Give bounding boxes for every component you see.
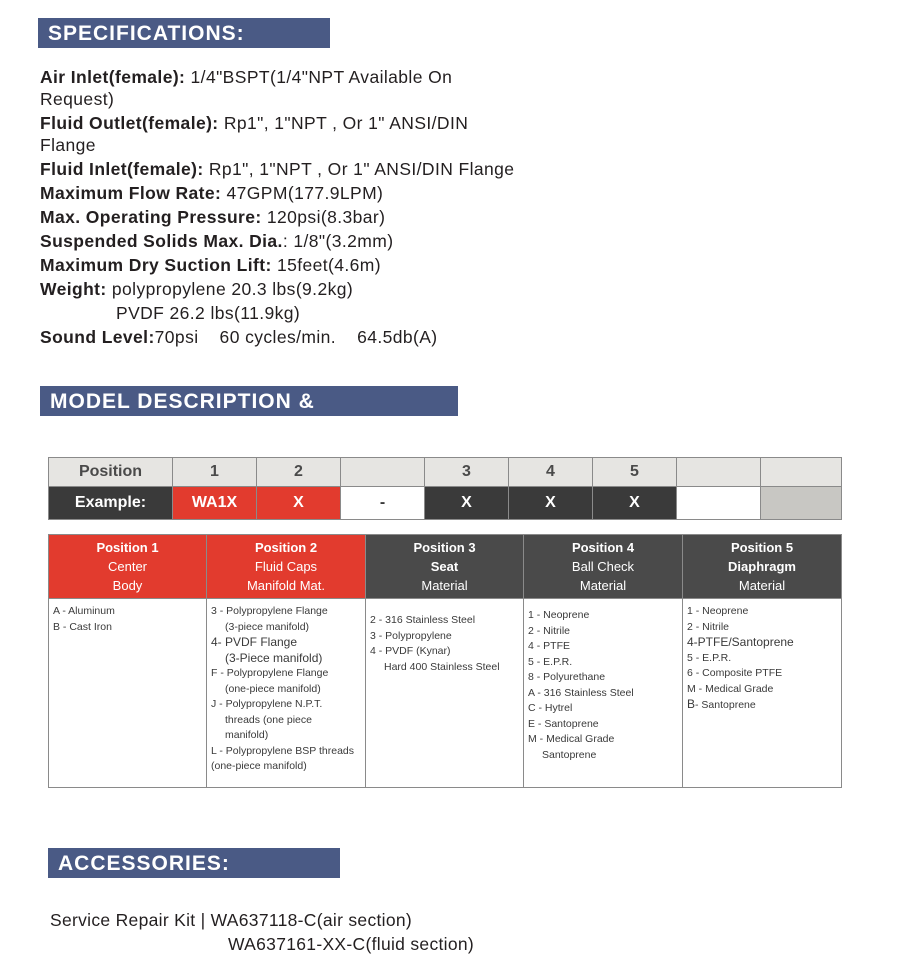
accessories-heading: ACCESSORIES: [48, 848, 340, 878]
position-cell: 5 [593, 458, 677, 487]
example-row [49, 487, 842, 520]
option-item: 3 - Polypropylene Flange [211, 605, 328, 617]
option-item: 4- PVDF Flange [211, 635, 298, 649]
option-item: Hard 400 Stainless Steel [384, 660, 500, 673]
spec-value: 1/4"BSPT(1/4"NPT Available On Request) [40, 67, 453, 109]
option-item: A - 316 Stainless Steel [528, 686, 634, 699]
option-item: 4-PTFE/Santoprene [687, 635, 794, 649]
column-title: Position 4 [571, 540, 635, 555]
position-cell: 1 [173, 458, 257, 487]
options-table [48, 534, 842, 788]
option-item: 4 - PVDF (Kynar) [370, 645, 451, 657]
spec-value: 47GPM(177.9LPM) [226, 183, 384, 203]
example-cell: X [509, 487, 593, 520]
option-item: 5 - E.P.R. [528, 655, 573, 668]
spec-label: Max. Operating Pressure: [40, 207, 267, 227]
option-item: E - Santoprene [528, 717, 599, 730]
option-item: (3-piece manifold) [225, 620, 310, 633]
spec-value: 15feet(4.6m) [276, 255, 381, 275]
column-subtitle: Material [579, 578, 627, 593]
spec-label: Maximum Flow Rate: [40, 183, 227, 203]
example-cell: - [341, 487, 425, 520]
option-item: 5 - E.P.R. [687, 651, 732, 664]
column-header-position-1 [49, 535, 207, 599]
example-cell: X [425, 487, 509, 520]
column-title: Position 5 [730, 540, 794, 555]
accessory-line: Service Repair Kit | WA637118-C(air section) [50, 910, 413, 930]
spec-label: Sound Level: [40, 327, 155, 347]
option-item: 8 - Polyurethane [528, 671, 606, 683]
column-subtitle: Manifold Mat. [246, 578, 326, 593]
option-item: manifold) [225, 729, 269, 741]
option-item: F - Polypropylene Flange [211, 667, 329, 679]
option-item: (one-piece manifold) [225, 682, 321, 695]
option-item: 1 - Neoprene [687, 605, 749, 617]
example-label: Example: [49, 487, 173, 520]
option-item: A - Aluminum [53, 605, 115, 617]
spec-label: Air Inlet(female): [40, 67, 191, 87]
option-item: (one-piece manifold) [211, 760, 307, 772]
spec-fluid-outlet [40, 112, 520, 156]
position-cell: 3 [425, 458, 509, 487]
accessories-list [50, 908, 474, 956]
option-item: 2 - Nitrile [528, 624, 571, 637]
option-item: 6 - Composite PTFE [687, 667, 783, 679]
model-description-heading: MODEL DESCRIPTION & ORDERING: [40, 386, 458, 416]
position-example-table [48, 457, 842, 520]
option-item: Santoprene [542, 748, 597, 761]
spec-fluid-inlet [40, 158, 520, 180]
option-item: 1 - Neoprene [528, 609, 590, 621]
column-header-position-2 [207, 535, 366, 599]
position-cell [341, 458, 425, 487]
spec-value: 70psi 60 cycles/min. 64.5db(A) [154, 327, 438, 347]
spec-value: Rp1", 1"NPT , Or 1" ANSI/DIN Flange [40, 113, 469, 155]
accessory-line: WA637161-XX-C(fluid section) [228, 934, 475, 954]
options-position-4 [524, 599, 683, 788]
column-subtitle: Seat [430, 559, 459, 574]
position-cell [761, 458, 842, 487]
position-label: Position [49, 458, 173, 487]
column-title: Position 3 [413, 540, 476, 555]
spec-weight [40, 278, 520, 300]
option-item: M - Medical Grade [528, 733, 615, 745]
option-item: B - Cast Iron [53, 620, 112, 633]
position-cell: 4 [509, 458, 593, 487]
options-position-1 [49, 599, 207, 788]
spec-label: Fluid Inlet(female): [40, 159, 209, 179]
position-cell: 2 [257, 458, 341, 487]
spec-max-pressure [40, 206, 520, 228]
position-row [49, 458, 842, 487]
column-header-position-4 [524, 535, 683, 599]
spec-label: Weight: [40, 279, 112, 299]
options-position-2 [207, 599, 366, 788]
spec-value: polypropylene 20.3 lbs(9.2kg) [111, 279, 354, 299]
spec-air-inlet [40, 66, 520, 110]
column-subtitle: Fluid Caps [254, 559, 318, 574]
column-title: Position 1 [96, 540, 159, 555]
specifications-heading: SPECIFICATIONS: [38, 18, 330, 48]
column-subtitle: Body [112, 578, 143, 593]
column-subtitle: Diaphragm [728, 559, 796, 574]
example-cell: WA1X [173, 487, 257, 520]
example-cell [677, 487, 761, 520]
column-header-position-5 [683, 535, 842, 599]
spec-label: Maximum Dry Suction Lift: [40, 255, 277, 275]
position-cell [677, 458, 761, 487]
options-position-5 [683, 599, 842, 788]
spec-value: Rp1", 1"NPT , Or 1" ANSI/DIN Flange [208, 159, 515, 179]
option-code: B [687, 697, 696, 711]
column-title: Position 2 [254, 540, 318, 555]
option-item: 2 - Nitrile [687, 620, 730, 633]
option-text: - Santoprene [695, 699, 756, 711]
spec-value: : 1/8"(3.2mm) [282, 231, 394, 251]
option-item: M - Medical Grade [687, 682, 774, 695]
option-item: 2 - 316 Stainless Steel [370, 614, 476, 626]
example-cell: X [593, 487, 677, 520]
option-item: 3 - Polypropylene [370, 629, 452, 642]
options-body-row [49, 599, 842, 788]
option-item: C - Hytrel [528, 702, 573, 714]
spec-value: 120psi(8.3bar) [266, 207, 386, 227]
example-cell [761, 487, 842, 520]
column-header-position-3 [366, 535, 524, 599]
column-subtitle: Material [738, 578, 786, 593]
example-cell: X [257, 487, 341, 520]
column-subtitle: Ball Check [571, 559, 635, 574]
column-subtitle: Center [107, 559, 148, 574]
spec-weight-pvdf: PVDF 26.2 lbs(11.9kg) [116, 303, 301, 323]
spec-solids [40, 230, 520, 252]
spec-suction-lift [40, 254, 520, 276]
option-item: L - Polypropylene BSP threads [211, 744, 355, 757]
options-header-row [49, 535, 842, 599]
column-subtitle: Material [421, 578, 468, 593]
specifications-list [40, 66, 520, 350]
option-item: (3-Piece manifold) [225, 650, 323, 665]
option-item [687, 697, 837, 714]
spec-label: Fluid Outlet(female): [40, 113, 224, 133]
option-item: J - Polypropylene N.P.T. [211, 698, 323, 710]
spec-label: Suspended Solids Max. Dia. [40, 231, 283, 251]
option-item: 4 - PTFE [528, 640, 571, 652]
spec-sound-level [40, 326, 520, 348]
spec-max-flow [40, 182, 520, 204]
option-item: threads (one piece [225, 713, 312, 726]
options-position-3 [366, 599, 524, 788]
